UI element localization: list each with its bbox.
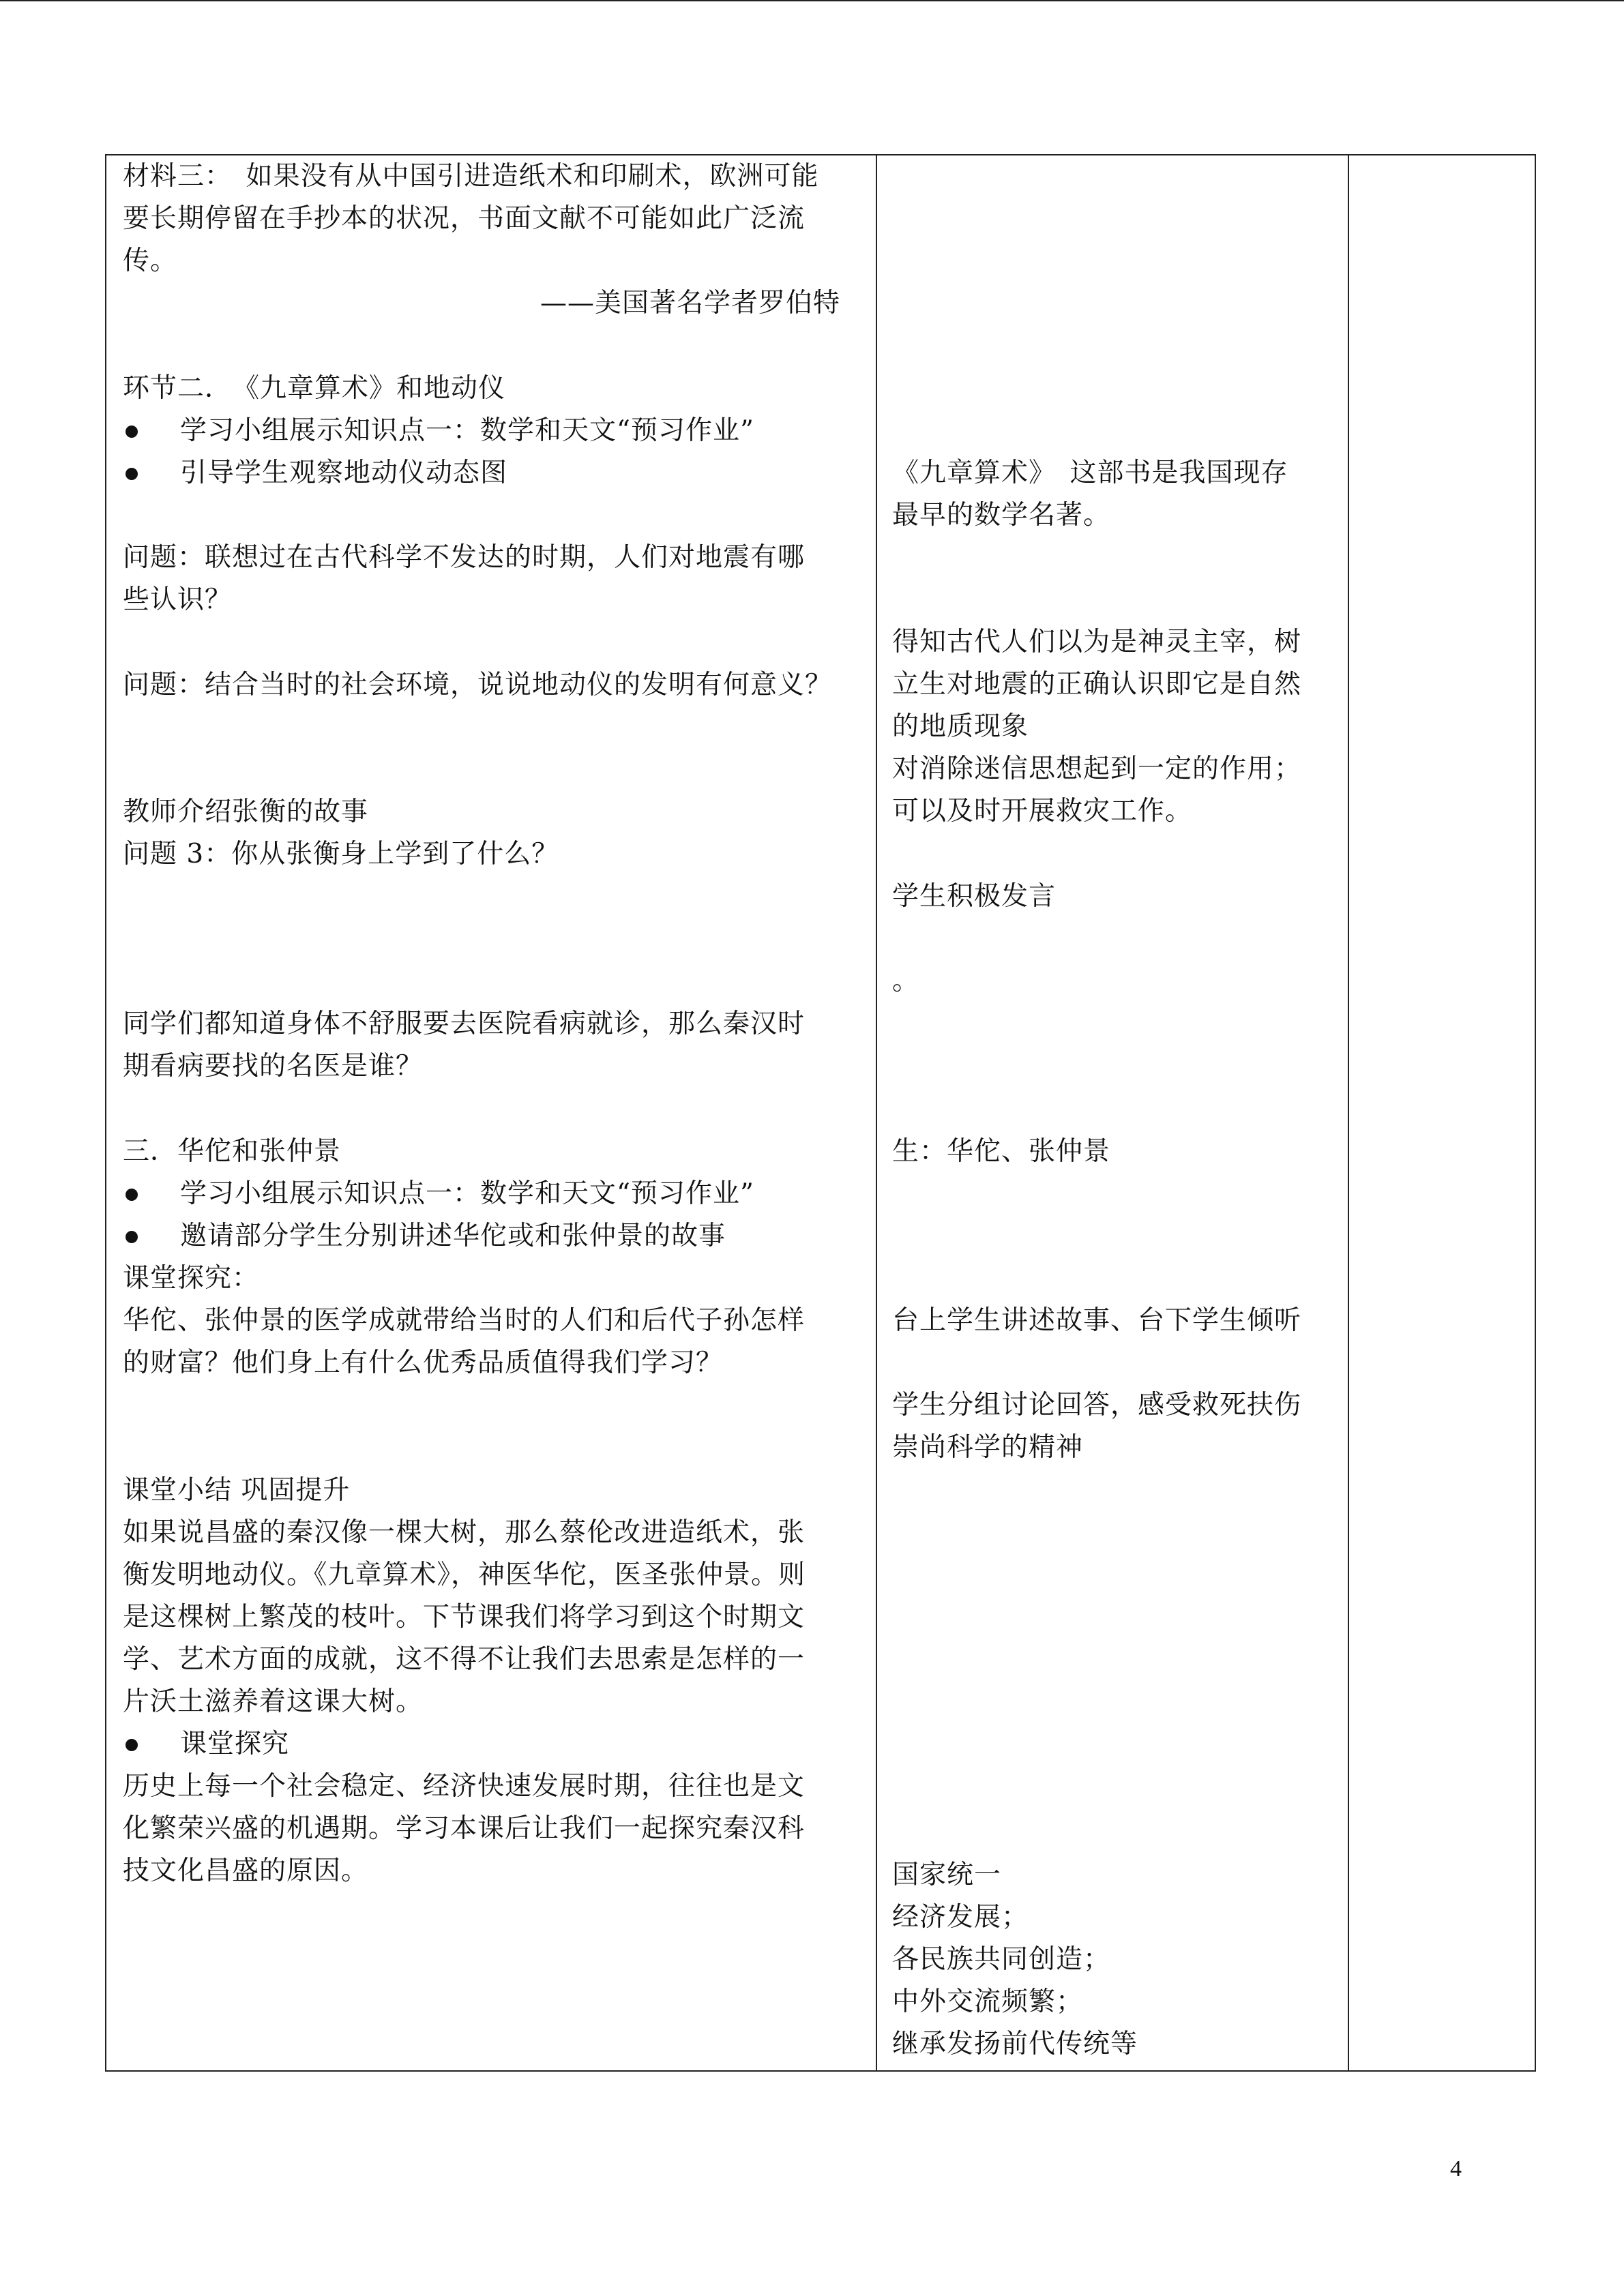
material3-line: 传。: [123, 245, 178, 276]
paragraph-text: 历史上每一个社会稳定、经济快速发展时期，往往也是文: [123, 1771, 806, 1802]
bullet-item: 课堂探究: [123, 1729, 289, 1759]
paragraph-text: 的财富？他们身上有什么优秀品质值得我们学习？: [123, 1347, 724, 1378]
bullet-item: 邀请部分学生分别讲述华佗或和张仲景的故事: [123, 1221, 726, 1251]
section-heading: 课堂小结 巩固提升: [123, 1475, 351, 1506]
question-text: 问题：结合当时的社会环境，说说地动仪的发明有何意义？: [123, 670, 833, 700]
paragraph-text: 同学们都知道身体不舒服要去医院看病就诊，那么秦汉时: [123, 1009, 806, 1039]
material3-source: ——美国著名学者罗伯特: [540, 288, 840, 318]
question-text: 问题：联想过在古代科学不发达的时期，人们对地震有哪: [123, 542, 806, 573]
paragraph-text: 对消除迷信思想起到一定的作用；: [892, 754, 1302, 784]
paragraph-text: 华佗、张仲景的医学成就带给当时的人们和后代子孙怎样: [123, 1305, 806, 1336]
paragraph-text: 得知古代人们以为是神灵主宰，树: [892, 627, 1302, 657]
paragraph-text: 衡发明地动仪。《九章算术》，神医华佗，医圣张仲景。则: [123, 1560, 806, 1590]
section-heading: 三．华佗和张仲景: [123, 1136, 342, 1167]
list-item: 中外交流频繁；: [892, 1986, 1084, 2017]
paragraph-text: 如果说昌盛的秦汉像一棵大树，那么蔡伦改进造纸术，张: [123, 1517, 806, 1548]
paragraph-text: 的地质现象: [892, 711, 1029, 742]
paragraph-text: 课堂探究：: [123, 1263, 260, 1294]
list-item: 经济发展；: [892, 1902, 1029, 1933]
material3-line: 要长期停留在手抄本的状况，书面文献不可能如此广泛流: [123, 203, 806, 234]
paragraph-text: 片沃土滋养着这课大树。: [123, 1686, 424, 1717]
question-text: 问题 3：你从张衡身上学到了什么？: [123, 839, 559, 869]
paragraph-text: 生：华佗、张仲景: [892, 1136, 1111, 1167]
paragraph-text: 台上学生讲述故事、台下学生倾听: [892, 1305, 1302, 1336]
paragraph-text: 教师介绍张衡的故事: [123, 796, 369, 827]
paragraph-text: 是这棵树上繁茂的枝叶。下节课我们将学习到这个时期文: [123, 1602, 806, 1632]
question-text: 些认识？: [123, 584, 233, 615]
paragraph-text: 最早的数学名著。: [892, 500, 1111, 531]
material3-line: 材料三： 如果没有从中国引进造纸术和印刷术，欧洲可能: [123, 161, 819, 192]
paragraph-text: 学生分组讨论回答，感受救死扶伤: [892, 1390, 1302, 1420]
page-top-border: [0, 0, 1624, 1]
paragraph-text: 崇尚科学的精神: [892, 1432, 1084, 1463]
list-item: 各民族共同创造；: [892, 1944, 1111, 1975]
paragraph-text: 期看病要找的名医是谁？: [123, 1051, 424, 1082]
lesson-table: [105, 154, 1536, 2072]
list-item: 国家统一: [892, 1860, 1002, 1890]
paragraph-text: 可以及时开展救灾工作。: [892, 796, 1193, 826]
bullet-item: 学习小组展示知识点一：数学和天文“预习作业”: [123, 416, 754, 446]
page-number: 4: [1450, 2156, 1462, 2181]
student-activity-cell: [876, 155, 1348, 2071]
table-row: [106, 155, 1535, 2071]
paragraph-text: 学生积极发言: [892, 881, 1057, 912]
notes-cell: [1348, 155, 1535, 2071]
paragraph-text: 《九章算术》 这部书是我国现存: [892, 458, 1288, 488]
teacher-activity-cell: [106, 155, 876, 2071]
bullet-item: 学习小组展示知识点一：数学和天文“预习作业”: [123, 1179, 754, 1209]
paragraph-text: 化繁荣兴盛的机遇期。学习本课后让我们一起探究秦汉科: [123, 1813, 806, 1844]
paragraph-text: 。: [892, 966, 920, 996]
section-heading: 环节二． 《九章算术》和地动仪: [123, 373, 506, 404]
bullet-item: 引导学生观察地动仪动态图: [123, 458, 507, 488]
list-item: 继承发扬前代传统等: [892, 2029, 1138, 2059]
paragraph-text: 学、艺术方面的成就，这不得不让我们去思索是怎样的一: [123, 1644, 806, 1675]
paragraph-text: 立生对地震的正确认识即它是自然: [892, 669, 1302, 700]
paragraph-text: 技文化昌盛的原因。: [123, 1855, 369, 1886]
